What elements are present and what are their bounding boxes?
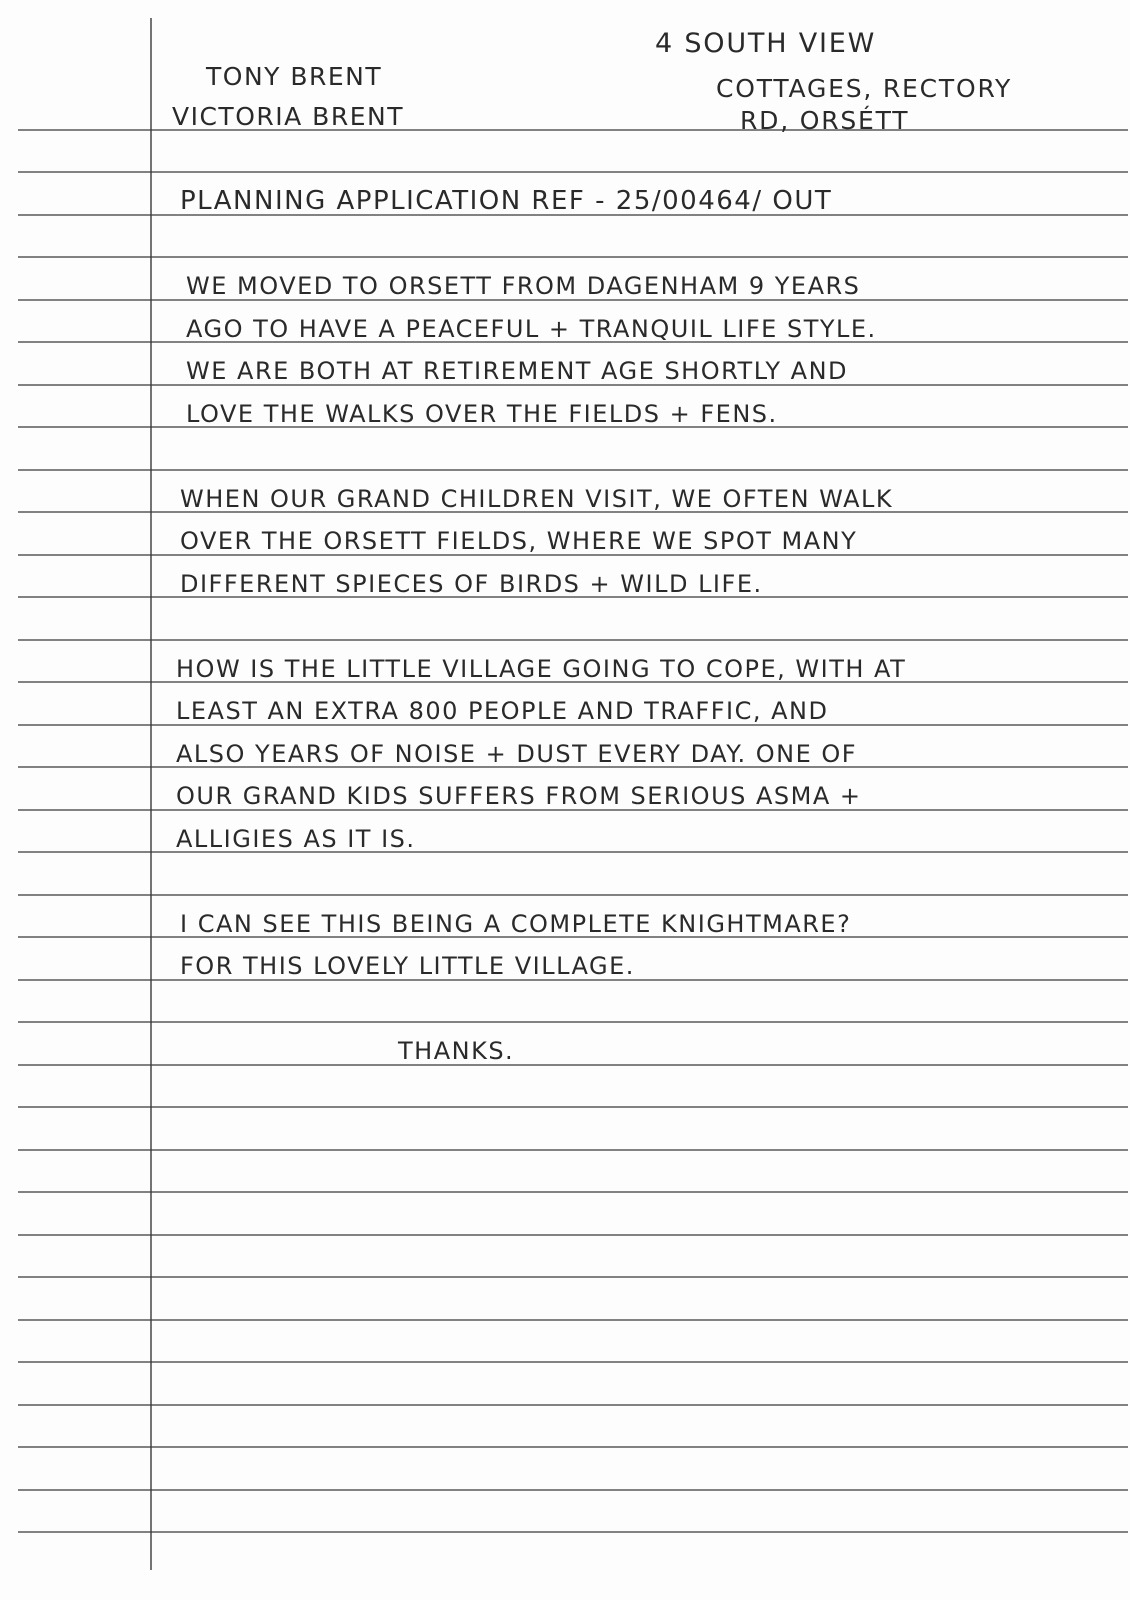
paragraph-3-line-2: LEAST AN EXTRA 800 PEOPLE AND TRAFFIC, AND [176,697,829,725]
paragraph-1-line-2: AGO TO HAVE A PEACEFUL + TRANQUIL LIFE STYLE. [186,315,877,343]
paragraph-4-line-2: FOR THIS LOVELY LITTLE VILLAGE. [180,952,635,980]
paragraph-2-line-2: OVER THE ORSETT FIELDS, WHERE WE SPOT MANY [180,527,858,555]
paragraph-3-line-1: HOW IS THE LITTLE VILLAGE GOING TO COPE, WITH AT [176,655,907,683]
paragraph-3-line-3: ALSO YEARS OF NOISE + DUST EVERY DAY. ONE OF [176,740,858,768]
paragraph-2-line-1: WHEN OUR GRAND CHILDREN VISIT, WE OFTEN WALK [180,485,894,513]
paragraph-1-line-3: WE ARE BOTH AT RETIREMENT AGE SHORTLY AND [186,357,849,385]
sender-name-2: VICTORIA BRENT [172,102,404,131]
address-line-1: 4 SOUTH VIEW [655,28,877,59]
address-line-2: COTTAGES, RECTORY [716,74,1013,103]
paragraph-4-line-1: I CAN SEE THIS BEING A COMPLETE KNIGHTMARE? [180,910,852,938]
paragraph-3-line-4: OUR GRAND KIDS SUFFERS FROM SERIOUS ASMA + [176,782,862,810]
address-line-3: RD, ORSÉTT [740,106,910,135]
paragraph-1-line-1: WE MOVED TO ORSETT FROM DAGENHAM 9 YEARS [186,272,861,300]
signoff: THANKS. [398,1037,515,1065]
sender-name-1: TONY BRENT [206,62,383,91]
paragraph-3-line-5: ALLIGIES AS IT IS. [176,825,416,853]
paragraph-2-line-3: DIFFERENT SPIECES OF BIRDS + WILD LIFE. [180,570,763,598]
subject-line: PLANNING APPLICATION REF - 25/00464/ OUT [180,186,833,216]
paragraph-1-line-4: LOVE THE WALKS OVER THE FIELDS + FENS. [186,400,778,428]
